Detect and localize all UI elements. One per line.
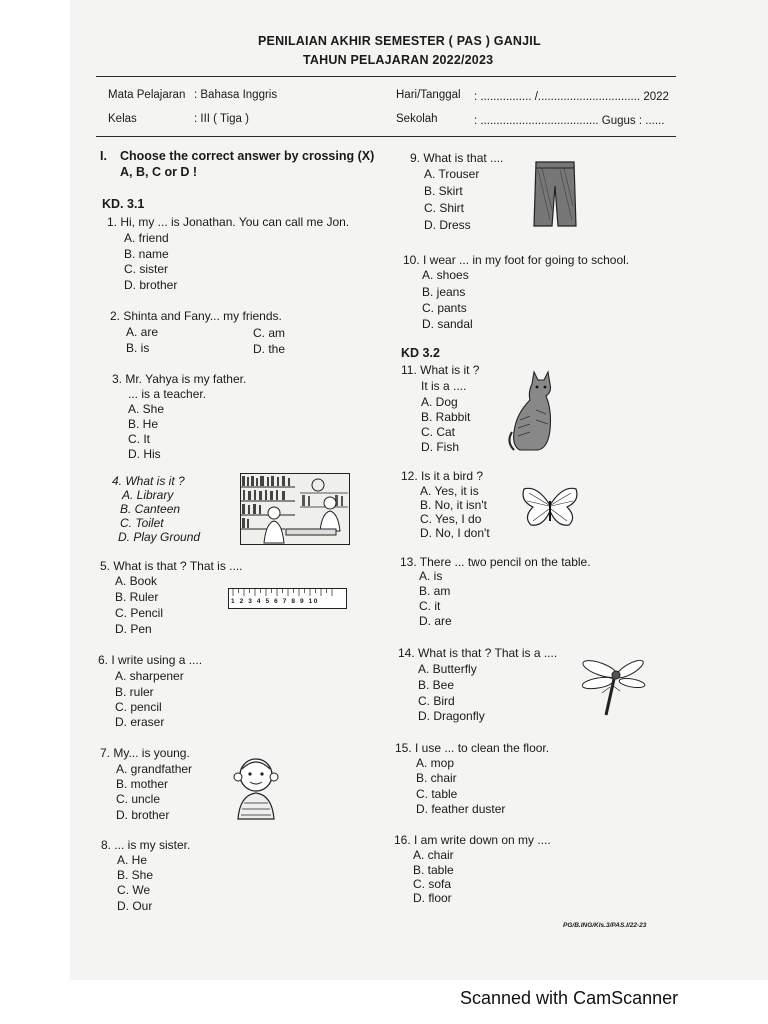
question-12: 12. Is it a bird ? <box>401 469 484 483</box>
q9-option-a[interactable]: A. Trouser <box>424 167 480 181</box>
q11-option-a[interactable]: A. Dog <box>421 395 458 409</box>
question-13: 13. There ... two pencil on the table. <box>400 555 591 569</box>
q13-option-a[interactable]: A. is <box>419 569 443 583</box>
trouser-illustration <box>533 160 577 228</box>
q13-option-d[interactable]: D. are <box>419 614 452 628</box>
q7-option-b[interactable]: B. mother <box>116 777 169 791</box>
q2-option-c[interactable]: C. am <box>253 326 286 340</box>
question-4: 4. What is it ? <box>112 474 185 488</box>
instruction-number: I. <box>100 149 107 163</box>
question-11-line-2: It is a .... <box>421 379 467 393</box>
q13-option-b[interactable]: B. am <box>419 584 451 598</box>
q11-option-b[interactable]: B. Rabbit <box>421 410 471 424</box>
q4-option-d[interactable]: D. Play Ground <box>118 530 201 544</box>
exam-title: PENILAIAN AKHIR SEMESTER ( PAS ) GANJIL <box>258 34 541 48</box>
q16-option-b[interactable]: B. table <box>413 863 454 877</box>
q16-option-a[interactable]: A. chair <box>413 848 454 862</box>
instruction-line-1: Choose the correct answer by crossing (X) <box>120 149 375 163</box>
instruction-line-2: A, B, C or D ! <box>120 165 198 179</box>
library-illustration <box>240 473 350 545</box>
q8-option-b[interactable]: B. She <box>117 868 154 882</box>
q10-option-a[interactable]: A. shoes <box>422 268 469 282</box>
q5-option-d[interactable]: D. Pen <box>115 622 152 636</box>
question-16: 16. I am write down on my .... <box>394 833 551 847</box>
question-11: 11. What is it ? <box>401 363 480 377</box>
q8-option-a[interactable]: A. He <box>117 853 148 867</box>
q10-option-d[interactable]: D. sandal <box>422 317 473 331</box>
q4-option-b[interactable]: B. Canteen <box>120 502 181 516</box>
q9-option-d[interactable]: D. Dress <box>424 218 471 232</box>
document-code: PG/B.ING/Kls.3/PAS.I/22-23 <box>563 922 647 929</box>
q6-option-a[interactable]: A. sharpener <box>115 669 184 683</box>
question-2: 2. Shinta and Fany... my friends. <box>110 309 282 323</box>
date-label: Hari/Tanggal <box>396 89 461 101</box>
q16-option-d[interactable]: D. floor <box>413 891 452 905</box>
question-7: 7. My... is young. <box>100 746 190 760</box>
question-10: 10. I wear ... in my foot for going to school. <box>403 253 630 267</box>
section-kd32: KD 3.2 <box>401 346 440 360</box>
q6-option-d[interactable]: D. eraser <box>115 715 165 729</box>
q11-option-c[interactable]: C. Cat <box>421 425 456 439</box>
q14-option-c[interactable]: C. Bird <box>418 694 455 708</box>
q11-option-d[interactable]: D. Fish <box>421 440 460 454</box>
question-14: 14. What is that ? That is a .... <box>398 646 558 660</box>
dragonfly-illustration <box>582 657 646 719</box>
q3-option-d[interactable]: D. His <box>128 447 161 461</box>
q5-option-c[interactable]: C. Pencil <box>115 606 164 620</box>
class-value: : III ( Tiga ) <box>194 113 249 125</box>
q1-option-b[interactable]: B. name <box>124 247 169 261</box>
q12-option-b[interactable]: B. No, it isn't <box>420 498 487 512</box>
q12-option-c[interactable]: C. Yes, I do <box>420 512 482 526</box>
q7-option-d[interactable]: D. brother <box>116 808 170 822</box>
q15-option-a[interactable]: A. mop <box>416 756 455 770</box>
q9-option-c[interactable]: C. Shirt <box>424 201 465 215</box>
q14-option-a[interactable]: A. Butterfly <box>418 662 477 676</box>
question-3-line-2: ... is a teacher. <box>128 387 207 401</box>
exam-year: TAHUN PELAJARAN 2022/2023 <box>303 53 494 67</box>
question-8: 8. ... is my sister. <box>101 838 191 852</box>
boy-illustration <box>230 753 282 823</box>
cat-illustration <box>508 370 556 452</box>
q6-option-b[interactable]: B. ruler <box>115 685 154 699</box>
q15-option-d[interactable]: D. feather duster <box>416 802 506 816</box>
q5-option-a[interactable]: A. Book <box>115 574 158 588</box>
q4-option-a[interactable]: A. Library <box>122 488 174 502</box>
q3-option-a[interactable]: A. She <box>128 402 165 416</box>
q8-option-d[interactable]: D. Our <box>117 899 153 913</box>
q8-option-c[interactable]: C. We <box>117 883 151 897</box>
q15-option-b[interactable]: B. chair <box>416 771 457 785</box>
q2-option-b[interactable]: B. is <box>126 341 150 355</box>
school-label: Sekolah <box>396 113 438 125</box>
q1-option-c[interactable]: C. sister <box>124 262 169 276</box>
q13-option-c[interactable]: C. it <box>419 599 441 613</box>
school-value: : ..................................... Gugus : ...... <box>474 115 665 127</box>
q9-option-b[interactable]: B. Skirt <box>424 184 463 198</box>
camscanner-watermark: Scanned with CamScanner <box>460 988 679 1008</box>
question-3: 3. Mr. Yahya is my father. <box>112 372 247 386</box>
q3-option-c[interactable]: C. It <box>128 432 151 446</box>
q3-option-b[interactable]: B. He <box>128 417 159 431</box>
q10-option-c[interactable]: C. pants <box>422 301 467 315</box>
q10-option-b[interactable]: B. jeans <box>422 285 466 299</box>
header-rule-bottom <box>96 136 676 137</box>
question-15: 15. I use ... to clean the floor. <box>395 741 550 755</box>
question-5: 5. What is that ? That is .... <box>100 559 243 573</box>
q2-option-a[interactable]: A. are <box>126 325 159 339</box>
header-rule-top <box>96 76 676 77</box>
q1-option-d[interactable]: D. brother <box>124 278 178 292</box>
butterfly-illustration <box>521 485 579 529</box>
q12-option-a[interactable]: A. Yes, it is <box>420 484 479 498</box>
q1-option-a[interactable]: A. friend <box>124 231 169 245</box>
question-9: 9. What is that .... <box>410 151 504 165</box>
q14-option-b[interactable]: B. Bee <box>418 678 455 692</box>
q15-option-c[interactable]: C. table <box>416 787 458 801</box>
q16-option-c[interactable]: C. sofa <box>413 877 452 891</box>
q4-option-c[interactable]: C. Toilet <box>120 516 164 530</box>
ruler-numbers: 1 2 3 4 5 6 7 8 9 10 <box>231 598 320 605</box>
class-label: Kelas <box>108 113 137 125</box>
q2-option-d[interactable]: D. the <box>253 342 286 356</box>
question-6: 6. I write using a .... <box>98 653 203 667</box>
q14-option-d[interactable]: D. Dragonfly <box>418 709 485 723</box>
question-1: 1. Hi, my ... is Jonathan. You can call me Jon. <box>107 215 350 229</box>
q7-option-c[interactable]: C. uncle <box>116 792 161 806</box>
q12-option-d[interactable]: D. No, I don't <box>420 526 490 540</box>
subject-label: Mata Pelajaran <box>108 89 186 101</box>
q7-option-a[interactable]: A. grandfather <box>116 762 193 776</box>
section-kd31: KD. 3.1 <box>102 197 145 211</box>
q5-option-b[interactable]: B. Ruler <box>115 590 159 604</box>
q6-option-c[interactable]: C. pencil <box>115 700 162 714</box>
subject-value: : Bahasa Inggris <box>194 89 278 101</box>
date-value: : ................ /................................ 2022 <box>474 91 669 103</box>
